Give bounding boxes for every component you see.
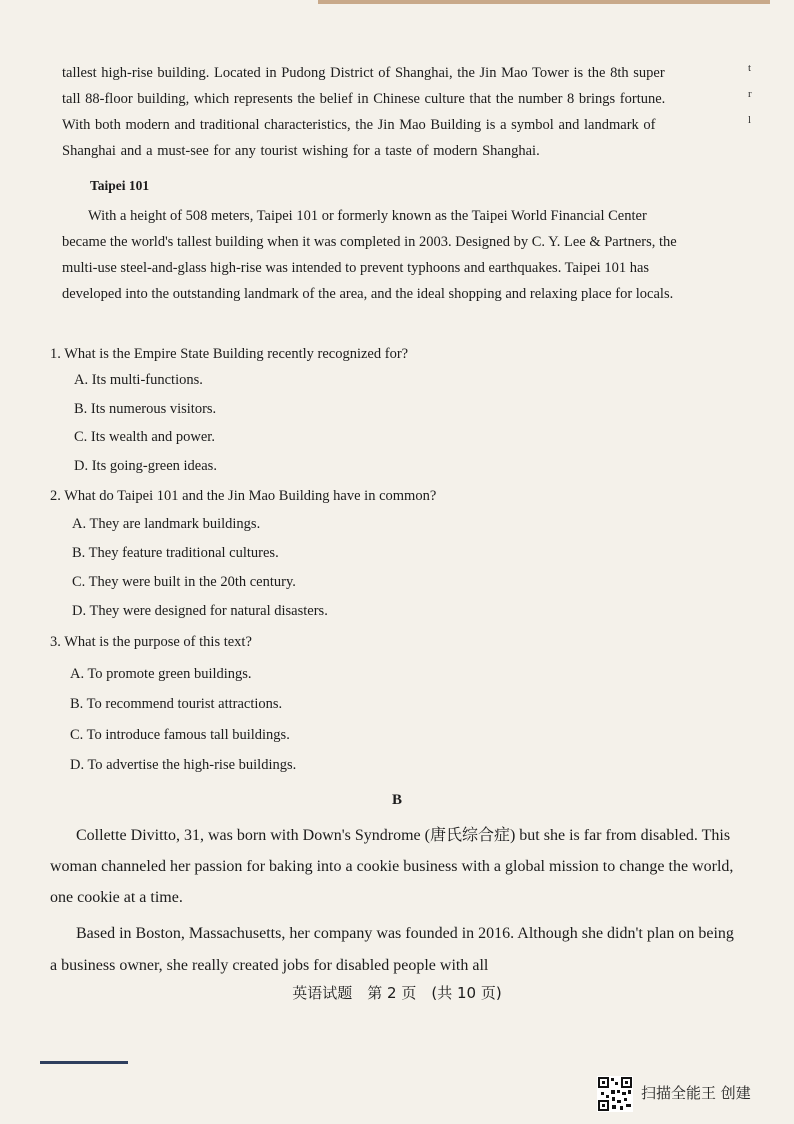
page-footer: 英语试题 第 2 页 (共 10 页) — [292, 984, 502, 1002]
question-2-option: C. They were built in the 20th century. — [72, 574, 296, 590]
edge-char: r — [748, 88, 752, 100]
question-3-option: A. To promote green buildings. — [70, 666, 252, 682]
passage-a-paragraph-1: tallest high-rise building. Located in Pudong District of Shanghai, the Jin Mao Tower is the 8th super tall 88-floor building, which represents the belief in Chinese culture that the number 8 brings fortune. With both modern and traditional characteristics, the Jin Mao Building is a symbol and landmark of Shanghai and a must-see for any tourist wishing for a taste of modern Shanghai. — [62, 65, 666, 159]
question-2-option: B. They feature traditional cultures. — [72, 545, 279, 561]
question-2-option: D. They were designed for natural disasters. — [72, 603, 328, 619]
question-1-option: C. Its wealth and power. — [74, 429, 215, 445]
question-1-option: A. Its multi-functions. — [74, 372, 203, 388]
question-2-stem: 2. What do Taipei 101 and the Jin Mao Building have in common? — [50, 488, 437, 504]
question-2-option: A. They are landmark buildings. — [72, 516, 261, 532]
question-3-option: D. To advertise the high-rise buildings. — [70, 757, 297, 773]
bottom-rule — [40, 1061, 128, 1064]
question-1-option: D. Its going-green ideas. — [74, 458, 217, 474]
edge-char: t — [748, 62, 752, 74]
question-3-option: C. To introduce famous tall buildings. — [70, 727, 290, 743]
qr-code-icon — [597, 1076, 633, 1112]
question-1-stem: 1. What is the Empire State Building recently recognized for? — [50, 346, 409, 362]
passage-a-paragraph-2: With a height of 508 meters, Taipei 101 or formerly known as the Taipei World Financial Center became the world's tallest building when it was completed in 2003. Designed by C. Y. Lee & Partners, the multi-use steel-and-glass high-rise was intended to prevent typhoons and earthquakes. Taipei 101 has developed into the outstanding landmark of the area, and the ideal shopping and relaxing place for locals. — [62, 208, 677, 302]
page-top-tab — [318, 0, 770, 4]
scanner-watermark: 扫描全能王 创建 — [641, 1084, 751, 1102]
question-3-stem: 3. What is the purpose of this text? — [50, 634, 252, 650]
edge-char: l — [748, 114, 752, 126]
passage-b-paragraph-1: Collette Divitto, 31, was born with Down's Syndrome (唐氏综合症) but she is far from disabled. This woman channeled her passion for baking into a cookie business with a global mission to change the world, one cookie at a time. — [50, 827, 734, 906]
passage-b-paragraph-2: Based in Boston, Massachusetts, her company was founded in 2016. Although she didn't plan on being a business owner, she really created jobs for disabled people with all — [50, 925, 734, 974]
question-1-option: B. Its numerous visitors. — [74, 401, 217, 417]
section-b-label: B — [391, 792, 402, 808]
question-3-option: B. To recommend tourist attractions. — [70, 696, 283, 712]
section-heading-taipei: Taipei 101 — [90, 178, 150, 193]
